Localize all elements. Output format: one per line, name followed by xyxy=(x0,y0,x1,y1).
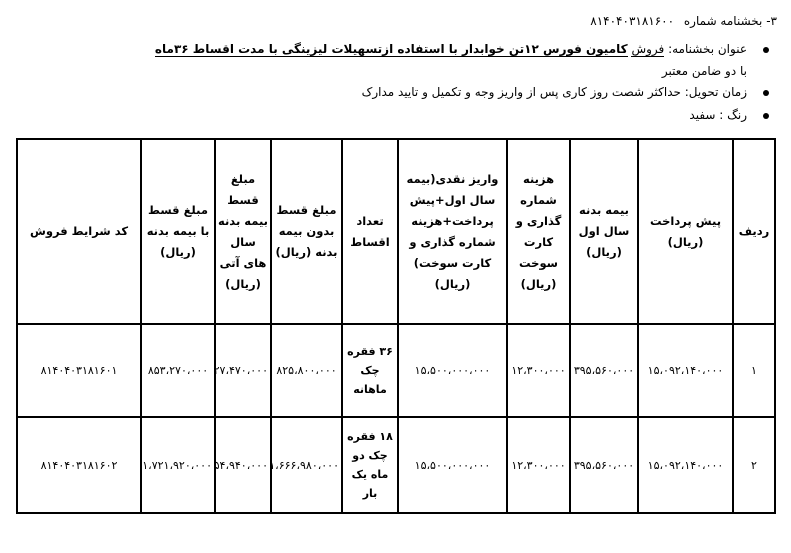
circular-heading xyxy=(590,14,777,28)
bullet-icon xyxy=(763,47,769,53)
delivery-text: زمان تحویل: حداکثر شصت روز کاری پس از واریز وجه و تکمیل و تایید مدارک xyxy=(361,85,747,99)
cash-deposit-value: ۱۵،۵۰۰،۰۰۰،۰۰۰ xyxy=(398,324,507,417)
insurance-value: ۳۹۵،۵۶۰،۰۰۰ xyxy=(570,324,638,417)
table-row xyxy=(17,417,775,513)
delivery-item xyxy=(129,81,769,104)
header-sales-code: کد شرایط فروش xyxy=(17,139,141,324)
plate-card-value: ۱۲،۳۰۰،۰۰۰ xyxy=(507,417,570,513)
heading-label: بخشنامه شماره xyxy=(683,14,763,28)
table-header-row xyxy=(17,139,775,324)
circular-details xyxy=(129,38,769,127)
insurance-value: ۳۹۵،۵۶۰،۰۰۰ xyxy=(570,417,638,513)
heading-index: ۳- xyxy=(766,14,777,28)
row-number: ۱ xyxy=(733,324,775,417)
color-item xyxy=(129,104,769,127)
header-row-number: ردیف xyxy=(733,139,775,324)
bullet-icon xyxy=(763,113,769,119)
installments-count-value: ۳۶ فقره چک ماهانه xyxy=(342,324,398,417)
future-insurance-value: ۲۷،۴۷۰،۰۰۰ xyxy=(215,324,271,417)
installment-with-insurance-value: ۸۵۳،۲۷۰،۰۰۰ xyxy=(141,324,215,417)
down-payment-value: ۱۵،۰۹۲،۱۴۰،۰۰۰ xyxy=(638,324,733,417)
header-insurance: بیمه بدنه سال اول (ریال) xyxy=(570,139,638,324)
header-installments-count: تعداد اقساط xyxy=(342,139,398,324)
plate-card-value: ۱۲،۳۰۰،۰۰۰ xyxy=(507,324,570,417)
sales-code-value: ۸۱۴۰۴۰۳۱۸۱۶۰۱ xyxy=(17,324,141,417)
title-prefix: فروش xyxy=(631,42,665,56)
header-installment-with-insurance: مبلغ قسط با بیمه بدنه (ریال) xyxy=(141,139,215,324)
circular-number: ۸۱۴۰۴۰۳۱۸۱۶۰۰ xyxy=(590,14,675,28)
sales-conditions-table xyxy=(16,138,776,514)
bullet-icon xyxy=(763,90,769,96)
future-insurance-value: ۵۴،۹۴۰،۰۰۰ xyxy=(215,417,271,513)
row-number: ۲ xyxy=(733,417,775,513)
title-item xyxy=(129,38,769,81)
installment-no-insurance-value: ۱،۶۶۶،۹۸۰،۰۰۰ xyxy=(271,417,342,513)
header-cash-deposit: واریز نقدی(بیمه سال اول+پیش پرداخت+هزینه شماره گذاری و کارت سوخت) (ریال) xyxy=(398,139,507,324)
table-row xyxy=(17,324,775,417)
title-continuation: با دو ضامن معتبر xyxy=(661,64,747,78)
header-future-insurance: مبلغ قسط بیمه بدنه سال های آتی (ریال) xyxy=(215,139,271,324)
header-down-payment: پیش پرداخت (ریال) xyxy=(638,139,733,324)
installment-with-insurance-value: ۱،۷۲۱،۹۲۰،۰۰۰ xyxy=(141,417,215,513)
down-payment-value: ۱۵،۰۹۲،۱۴۰،۰۰۰ xyxy=(638,417,733,513)
title-label: عنوان بخشنامه: xyxy=(668,42,747,56)
header-plate-card: هزینه شماره گذاری و کارت سوخت (ریال) xyxy=(507,139,570,324)
color-text: رنگ : سفید xyxy=(689,108,747,122)
cash-deposit-value: ۱۵،۵۰۰،۰۰۰،۰۰۰ xyxy=(398,417,507,513)
title-product: کامیون فورس ۱۲تن خوابدار با استفاده ازتسهیلات لیزینگی با مدت اقساط ۳۶ماه xyxy=(154,42,628,56)
sales-code-value: ۸۱۴۰۴۰۳۱۸۱۶۰۲ xyxy=(17,417,141,513)
header-installment-no-insurance: مبلغ قسط بدون بیمه بدنه (ریال) xyxy=(271,139,342,324)
installment-no-insurance-value: ۸۲۵،۸۰۰،۰۰۰ xyxy=(271,324,342,417)
installments-count-value: ۱۸ فقره چک دو ماه یک بار xyxy=(342,417,398,513)
